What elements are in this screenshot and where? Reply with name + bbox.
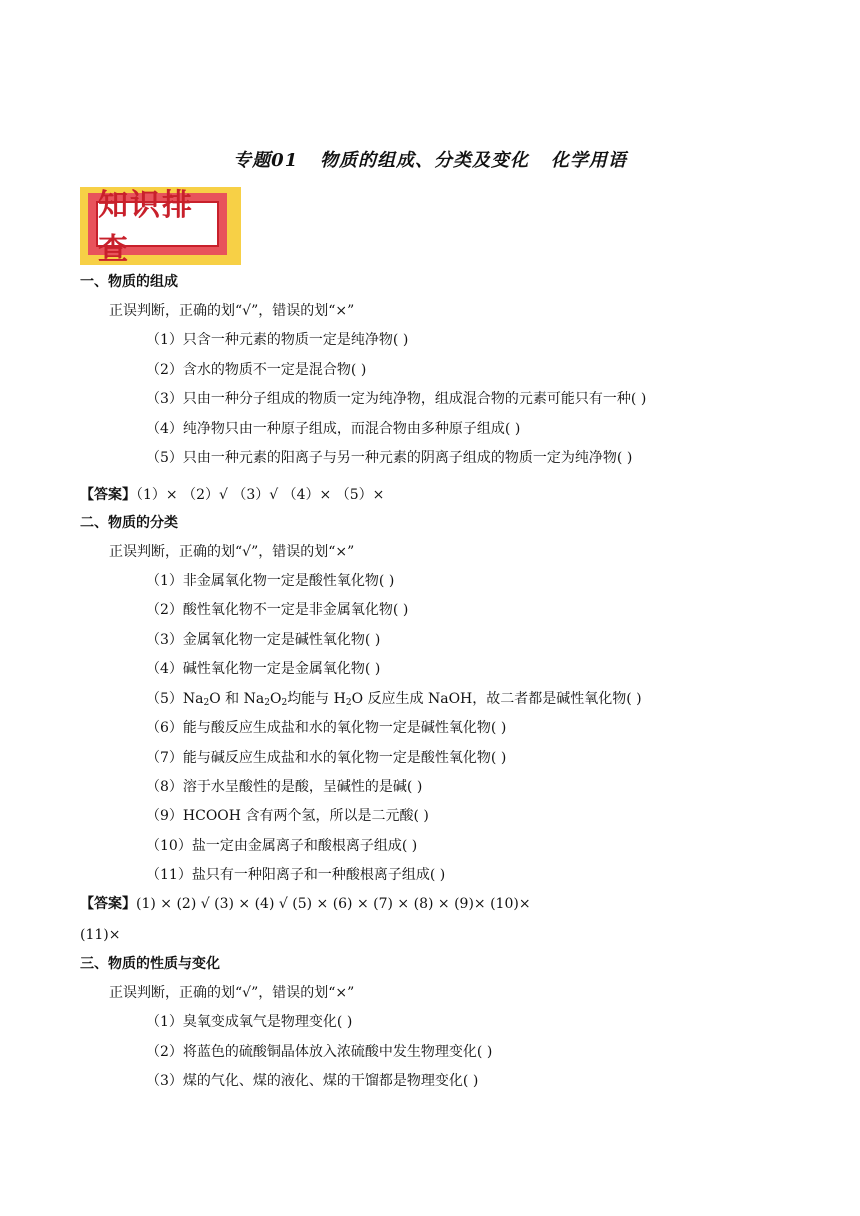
badge-label: 知识排查 bbox=[98, 188, 194, 267]
formula-text: （5）Na bbox=[146, 691, 204, 707]
question-item: （7）能与碱反应生成盐和水的氧化物一定是酸性氧化物( ) bbox=[146, 750, 507, 766]
question-item: （3）煤的气化、煤的液化、煤的干馏都是物理变化( ) bbox=[146, 1073, 479, 1089]
formula-subscript: 2 bbox=[281, 698, 288, 708]
question-item: （1）臭氧变成氧气是物理变化( ) bbox=[146, 1014, 353, 1030]
formula-subscript: 2 bbox=[345, 698, 352, 708]
question-item: （2）酸性氧化物不一定是非金属氧化物( ) bbox=[146, 602, 409, 618]
formula-subscript: 2 bbox=[264, 698, 270, 708]
answer-label: 【答案】 bbox=[80, 896, 136, 912]
section-instruction: 正误判断，正确的划“√”，错误的划“×” bbox=[109, 985, 355, 1001]
formula-text: O 反应生成 NaOH，故二者都是碱性氧化物( ) bbox=[351, 691, 642, 707]
answer-line bbox=[80, 486, 384, 504]
section-instruction: 正误判断，正确的划“√”，错误的划“×” bbox=[109, 303, 355, 319]
answer-text: （1）× （2）√ （3）√ （4）× （5）× bbox=[136, 487, 385, 503]
question-item: （2）含水的物质不一定是混合物( ) bbox=[146, 362, 367, 378]
question-item: （3）只由一种分子组成的物质一定为纯净物，组成混合物的元素可能只有一种( ) bbox=[146, 391, 647, 407]
question-item: （10）盐一定由金属离子和酸根离子组成( ) bbox=[146, 838, 418, 854]
answer-label: 【答案】 bbox=[80, 487, 136, 503]
formula-text: O 和 Na bbox=[209, 691, 265, 707]
answer-continuation: (11)× bbox=[80, 927, 121, 943]
question-item: （9）HCOOH 含有两个氢，所以是二元酸( ) bbox=[146, 808, 429, 824]
question-item: （8）溶于水呈酸性的是酸，呈碱性的是碱( ) bbox=[146, 779, 423, 795]
document-title: 专题01 物质的组成、分类及变化 化学用语 bbox=[233, 150, 627, 171]
question-item: （6）能与酸反应生成盐和水的氧化物一定是碱性氧化物( ) bbox=[146, 720, 507, 736]
formula-text: 均能与 H bbox=[287, 691, 346, 707]
question-item: （11）盐只有一种阳离子和一种酸根离子组成( ) bbox=[146, 867, 446, 883]
badge-plate bbox=[96, 188, 219, 267]
knowledge-check-badge bbox=[80, 187, 241, 265]
formula-text: O bbox=[269, 691, 282, 707]
question-item: （3）金属氧化物一定是碱性氧化物( ) bbox=[146, 632, 381, 648]
section-heading-properties: 三、物质的性质与变化 bbox=[80, 956, 220, 972]
question-item: （5）只由一种元素的阳离子与另一种元素的阴离子组成的物质一定为纯净物( ) bbox=[146, 450, 633, 466]
question-item: （2）将蓝色的硫酸铜晶体放入浓硫酸中发生物理变化( ) bbox=[146, 1044, 493, 1060]
question-item: （1）非金属氧化物一定是酸性氧化物( ) bbox=[146, 573, 395, 589]
section-heading-classification: 二、物质的分类 bbox=[80, 515, 178, 531]
question-item: （4）碱性氧化物一定是金属氧化物( ) bbox=[146, 661, 381, 677]
section-instruction: 正误判断，正确的划“√”，错误的划“×” bbox=[109, 544, 355, 560]
question-item: （4）纯净物只由一种原子组成，而混合物由多种原子组成( ) bbox=[146, 421, 521, 437]
question-item: （1）只含一种元素的物质一定是纯净物( ) bbox=[146, 332, 409, 348]
section-heading-composition: 一、物质的组成 bbox=[80, 274, 178, 290]
answer-line bbox=[80, 895, 531, 913]
answer-text: (1) × (2) √ (3) × (4) √ (5) × (6) × (7) × (8) × (9)× (10)× bbox=[136, 896, 531, 912]
badge-background bbox=[88, 188, 227, 267]
formula-subscript: 2 bbox=[203, 698, 210, 708]
question-item-formula bbox=[146, 690, 642, 708]
